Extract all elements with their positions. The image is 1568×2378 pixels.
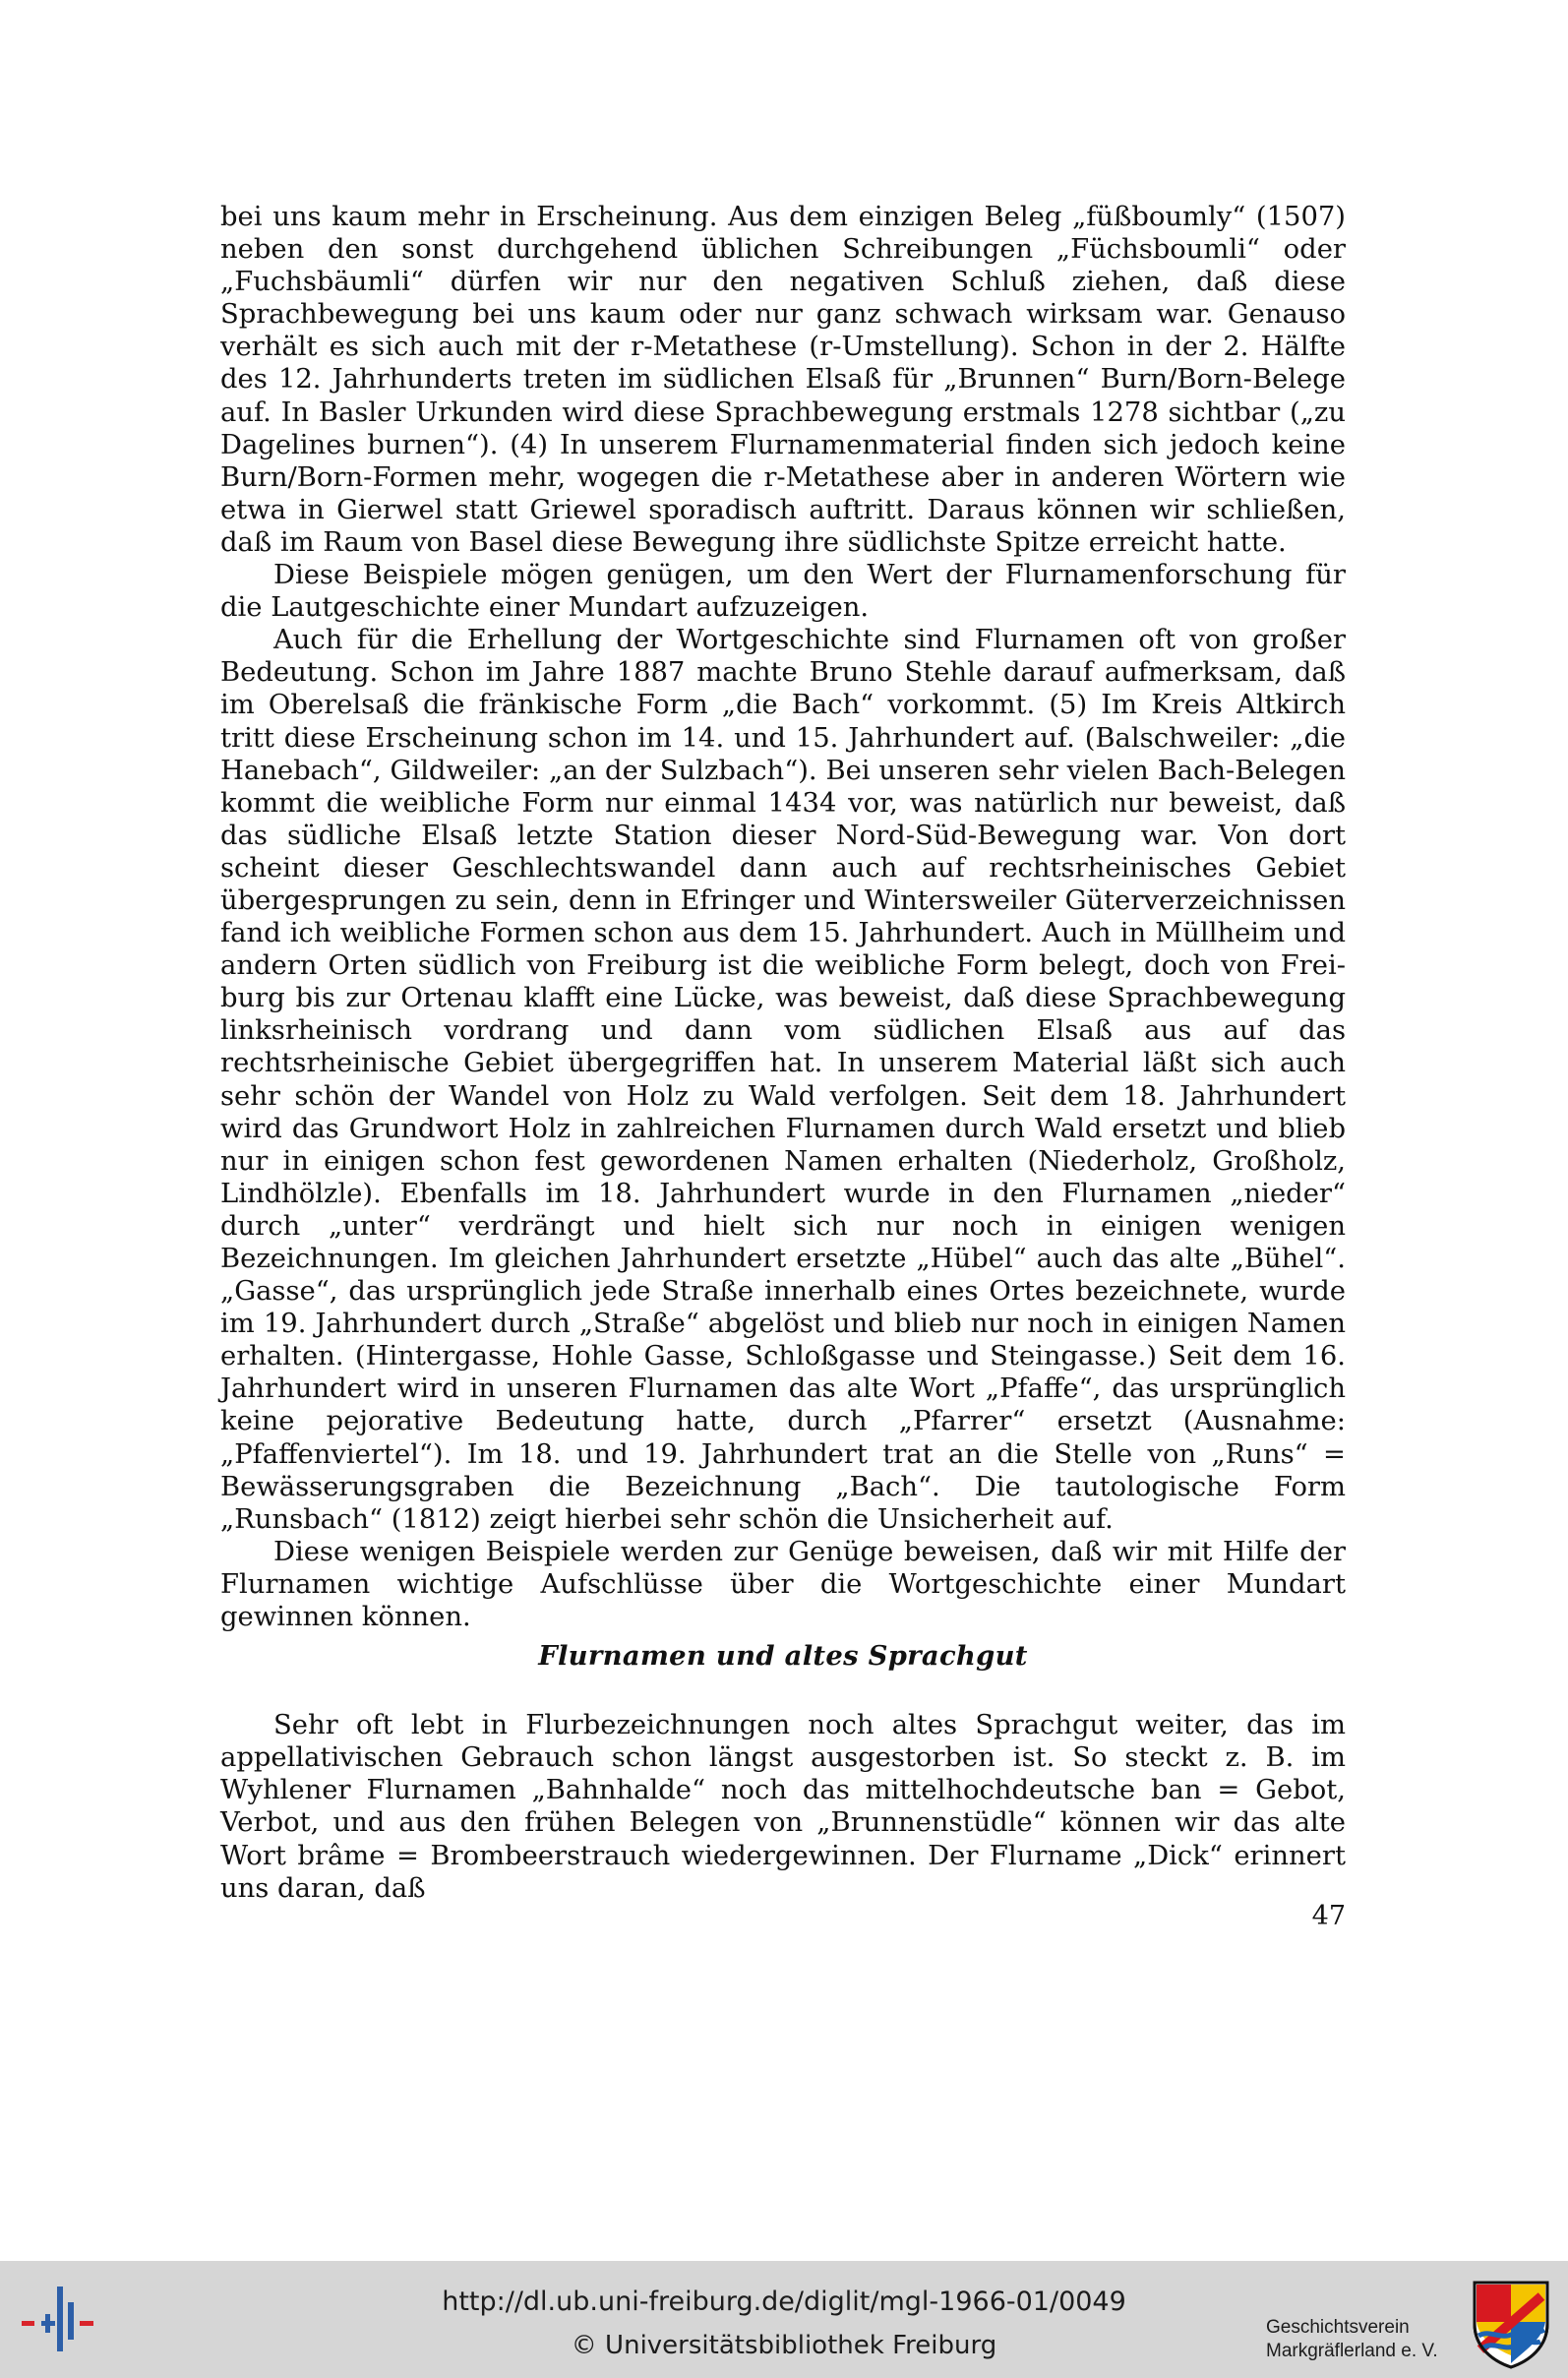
section-heading: Flurnamen und altes Sprachgut [538, 1640, 1028, 1673]
page-number: 47 [1311, 1901, 1346, 1931]
paragraph-sound-history-summary: Diese Beispiele mögen genügen, um den Wert der Flurnamenforschung für die Lautgeschichte einer Mundart aufzuzeigen. [220, 560, 1346, 624]
digital-library-footer [0, 2261, 1568, 2378]
digitized-page-url[interactable]: http://dl.ub.uni-freiburg.de/diglit/mgl-1966-01/0049 [442, 2287, 1126, 2317]
society-name [1266, 2316, 1465, 2363]
paragraph-old-language-material: Sehr oft lebt in Flurbezeichnungen noch altes Sprachgut weiter, das im appellativischen Gebrauch schon längst ausgestorben ist. So steckt z. B. im Wyhlener Flurnamen „Bahnhalde“ noch das mittelhochdeutsche ban = Gebot, Verbot, und aus den frühen Belegen von „Brunnenstüdle“ können wir das alte Wort brâme = Brombeerstrauch wiedergewinnen. Der Flurname „Dick“ erinnert uns daran, daß [220, 1710, 1346, 1904]
paragraph-continuation: bei uns kaum mehr in Erscheinung. Aus dem einzigen Beleg „füßboumly“ (1507) neben den sonst durchgehend üblichen Schreibungen „Füchsboumli“ oder „Fuchsbäumli“ dürfen wir nur den negativen Schluß ziehen, daß diese Sprachbewegung bei uns kaum oder nur ganz schwach wirksam war. Genauso verhält es sich auch mit der r-Metathese (r-Umstellung). Schon in der 2. Hälfte des 12. Jahrhunderts treten im südlichen Elsaß für „Brunnen“ Burn/Born-Belege auf. In Basler Urkunden wird diese Sprachbewegung erstmals 1278 sichtbar („zu Dagelines burnen“). (4) In unserem Flurnamenmaterial finden sich jedoch keine Burn/Born-Formen mehr, wogegen die r-Metathese aber in anderen Wörtern wie etwa in Gierwel statt Griewel sporadisch auftritt. Daraus können wir schließen, daß im Raum von Basel diese Bewegung ihre südlichste Spitze erreicht hatte. [220, 202, 1346, 558]
paragraph-word-history: Auch für die Erhellung der Wortgeschichte sind Flurnamen oft von großer Bedeutung. Schon im Jahre 1887 machte Bruno Stehle darauf aufmerksam, daß im Oberelsaß die fränkische Form „die Bach“ vorkommt. (5) Im Kreis Altkirch tritt diese Erscheinung schon im 14. und 15. Jahrhundert auf. (Balschweiler: „die Hanebach“, Gildweiler: „an der Sulzbach“). Bei unseren sehr vielen Bach-Belegen kommt die weibliche Form nur einmal 1434 vor, was natürlich nur beweist, daß das südliche Elsaß letzte Station dieser Nord-Süd-Bewegung war. Von dort scheint dieser Geschlechtswandel dann auch auf rechtsrheinisches Gebiet übergesprungen zu sein, denn in Efringer und Wintersweiler Güterverzeichnissen fand ich weibliche Formen schon aus dem 15. Jahrhundert. Auch in Müllheim und andern Orten südlich von Freiburg ist die weibliche Form belegt, doch von Freiburg bis zur Ortenau klafft eine Lücke, was beweist, daß diese Sprachbewegung linksrheinisch vordrang und dann vom südlichen Elsaß aus auf das rechtsrheinische Gebiet übergegriffen hat. In unserem Material läßt sich auch sehr schön der Wandel von Holz zu Wald verfolgen. Seit dem 18. Jahrhundert wird das Grundwort Holz in zahlreichen Flurnamen durch Wald ersetzt und blieb nur in einigen schon fest gewordenen Namen erhalten (Niederholz, Großholz, Lindhölzle). Ebenfalls im 18. Jahrhundert wurde in den Flurnamen „nieder“ durch „unter“ verdrängt und hielt sich nur noch in einigen wenigen Bezeichnungen. Im gleichen Jahrhundert ersetzte „Hübel“ auch das alte „Bühel“. „Gasse“, das ursprünglich jede Straße innerhalb eines Ortes bezeichnete, wurde im 19. Jahrhundert durch „Straße“ abgelöst und blieb nur noch in einigen Namen erhalten. (Hintergasse, Hohle Gasse, Schloßgasse und Steingasse.) Seit dem 16. Jahrhundert wird in unseren Flurnamen das alte Wort „Pfaffe“, das ursprünglich keine pejorative Bedeutung hatte, durch „Pfarrer“ ersetzt (Ausnahme: „Pfaffenviertel“). Im 18. und 19. Jahrhundert trat an die Stelle von „Runs“ = Bewässerungsgraben die Bezeichnung „Bach“. Die tautologische Form „Runsbach“ (1812) zeigt hierbei sehr schön die Unsicherheit auf. [220, 625, 1346, 1535]
copyright-notice: © Universitätsbibliothek Freiburg [571, 2331, 997, 2360]
book-page-text [220, 201, 1346, 1905]
ub-freiburg-logo-icon [22, 2283, 100, 2355]
society-name-line-2: Markgräflerland e. V. [1266, 2341, 1438, 2361]
coat-of-arms-icon [1471, 2279, 1551, 2369]
society-name-line-1: Geschichtsverein [1266, 2317, 1410, 2338]
paragraph-word-history-summary: Diese wenigen Beispiele werden zur Genüge beweisen, daß wir mit Hilfe der Flurnamen wichtige Aufschlüsse über die Wortgeschichte einer Mundart gewinnen können. [220, 1536, 1346, 1633]
